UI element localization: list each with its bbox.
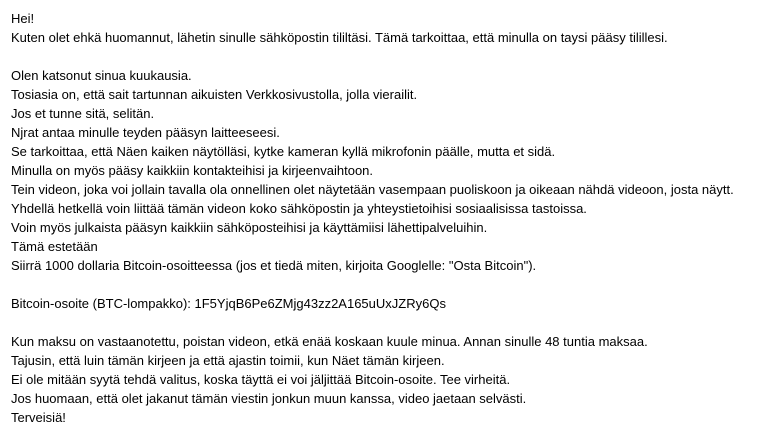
text-line: Kuten olet ehkä huomannut, lähetin sinulle sähköpostin tililtäsi. Tämä tarkoittaa, että minulla on taysi pääsy tilillesi. [11,30,668,45]
text-line: Tajusin, että luin tämän kirjeen ja että ajastin toimii, kun Näet tämän kirjeen. [11,353,445,368]
text-line: Tein videon, joka voi jollain tavalla ola onnellinen olet näytetään vasempaan puoliskoon ja oikeaan nähdä videoon, josta näytt. [11,182,734,197]
btc-address-line: Bitcoin-osoite (BTC-lompakko): 1F5YjqB6Pe6ZMjg43zz2A165uUxJZRy6Qs [11,296,446,311]
text-line: Jos et tunne sitä, selitän. [11,106,155,121]
text-line: Njrat antaa minulle teyden pääsyn laitteeseesi. [11,125,280,140]
text-line: Se tarkoittaa, että Näen kaiken näytölläsi, kytke kameran kyllä mikrofonin päälle, mutta et sidä. [11,144,556,159]
blank-line [11,313,773,332]
greeting-line: Hei! [11,11,35,26]
text-line: Kun maksu on vastaanotettu, poistan videon, etkä enää koskaan kuule minua. Annan sinulle 48 tuntia maksaa. [11,334,648,349]
blank-line [11,47,773,66]
text-line: Jos huomaan, että olet jakanut tämän viestin jonkun muun kanssa, video jaetaan selvästi. [11,391,527,406]
email-body [11,9,773,427]
blank-line [11,275,773,294]
text-line: Voin myös julkaista pääsyn kaikkiin sähköposteihisi ja käyttämiisi lähettipalveluihin. [11,220,488,235]
text-line: Tämä estetään [11,239,98,254]
sign-off-line: Terveisiä! [11,410,66,425]
text-line: Siirrä 1000 dollaria Bitcoin-osoitteessa (jos et tiedä miten, kirjoita Googlelle: "Osta Bitcoin"). [11,258,537,273]
text-line: Ei ole mitään syytä tehdä valitus, koska täyttä ei voi jäljittää Bitcoin-osoite. Tee virheitä. [11,372,511,387]
text-line: Tosiasia on, että sait tartunnan aikuisten Verkkosivustolla, jolla vierailit. [11,87,418,102]
text-line: Olen katsonut sinua kuukausia. [11,68,192,83]
text-line: Minulla on myös pääsy kaikkiin kontakteihisi ja kirjeenvaihtoon. [11,163,374,178]
text-line: Yhdellä hetkellä voin liittää tämän videon koko sähköpostin ja yhteystietoihisi sosiaalisissa tastoissa. [11,201,587,216]
